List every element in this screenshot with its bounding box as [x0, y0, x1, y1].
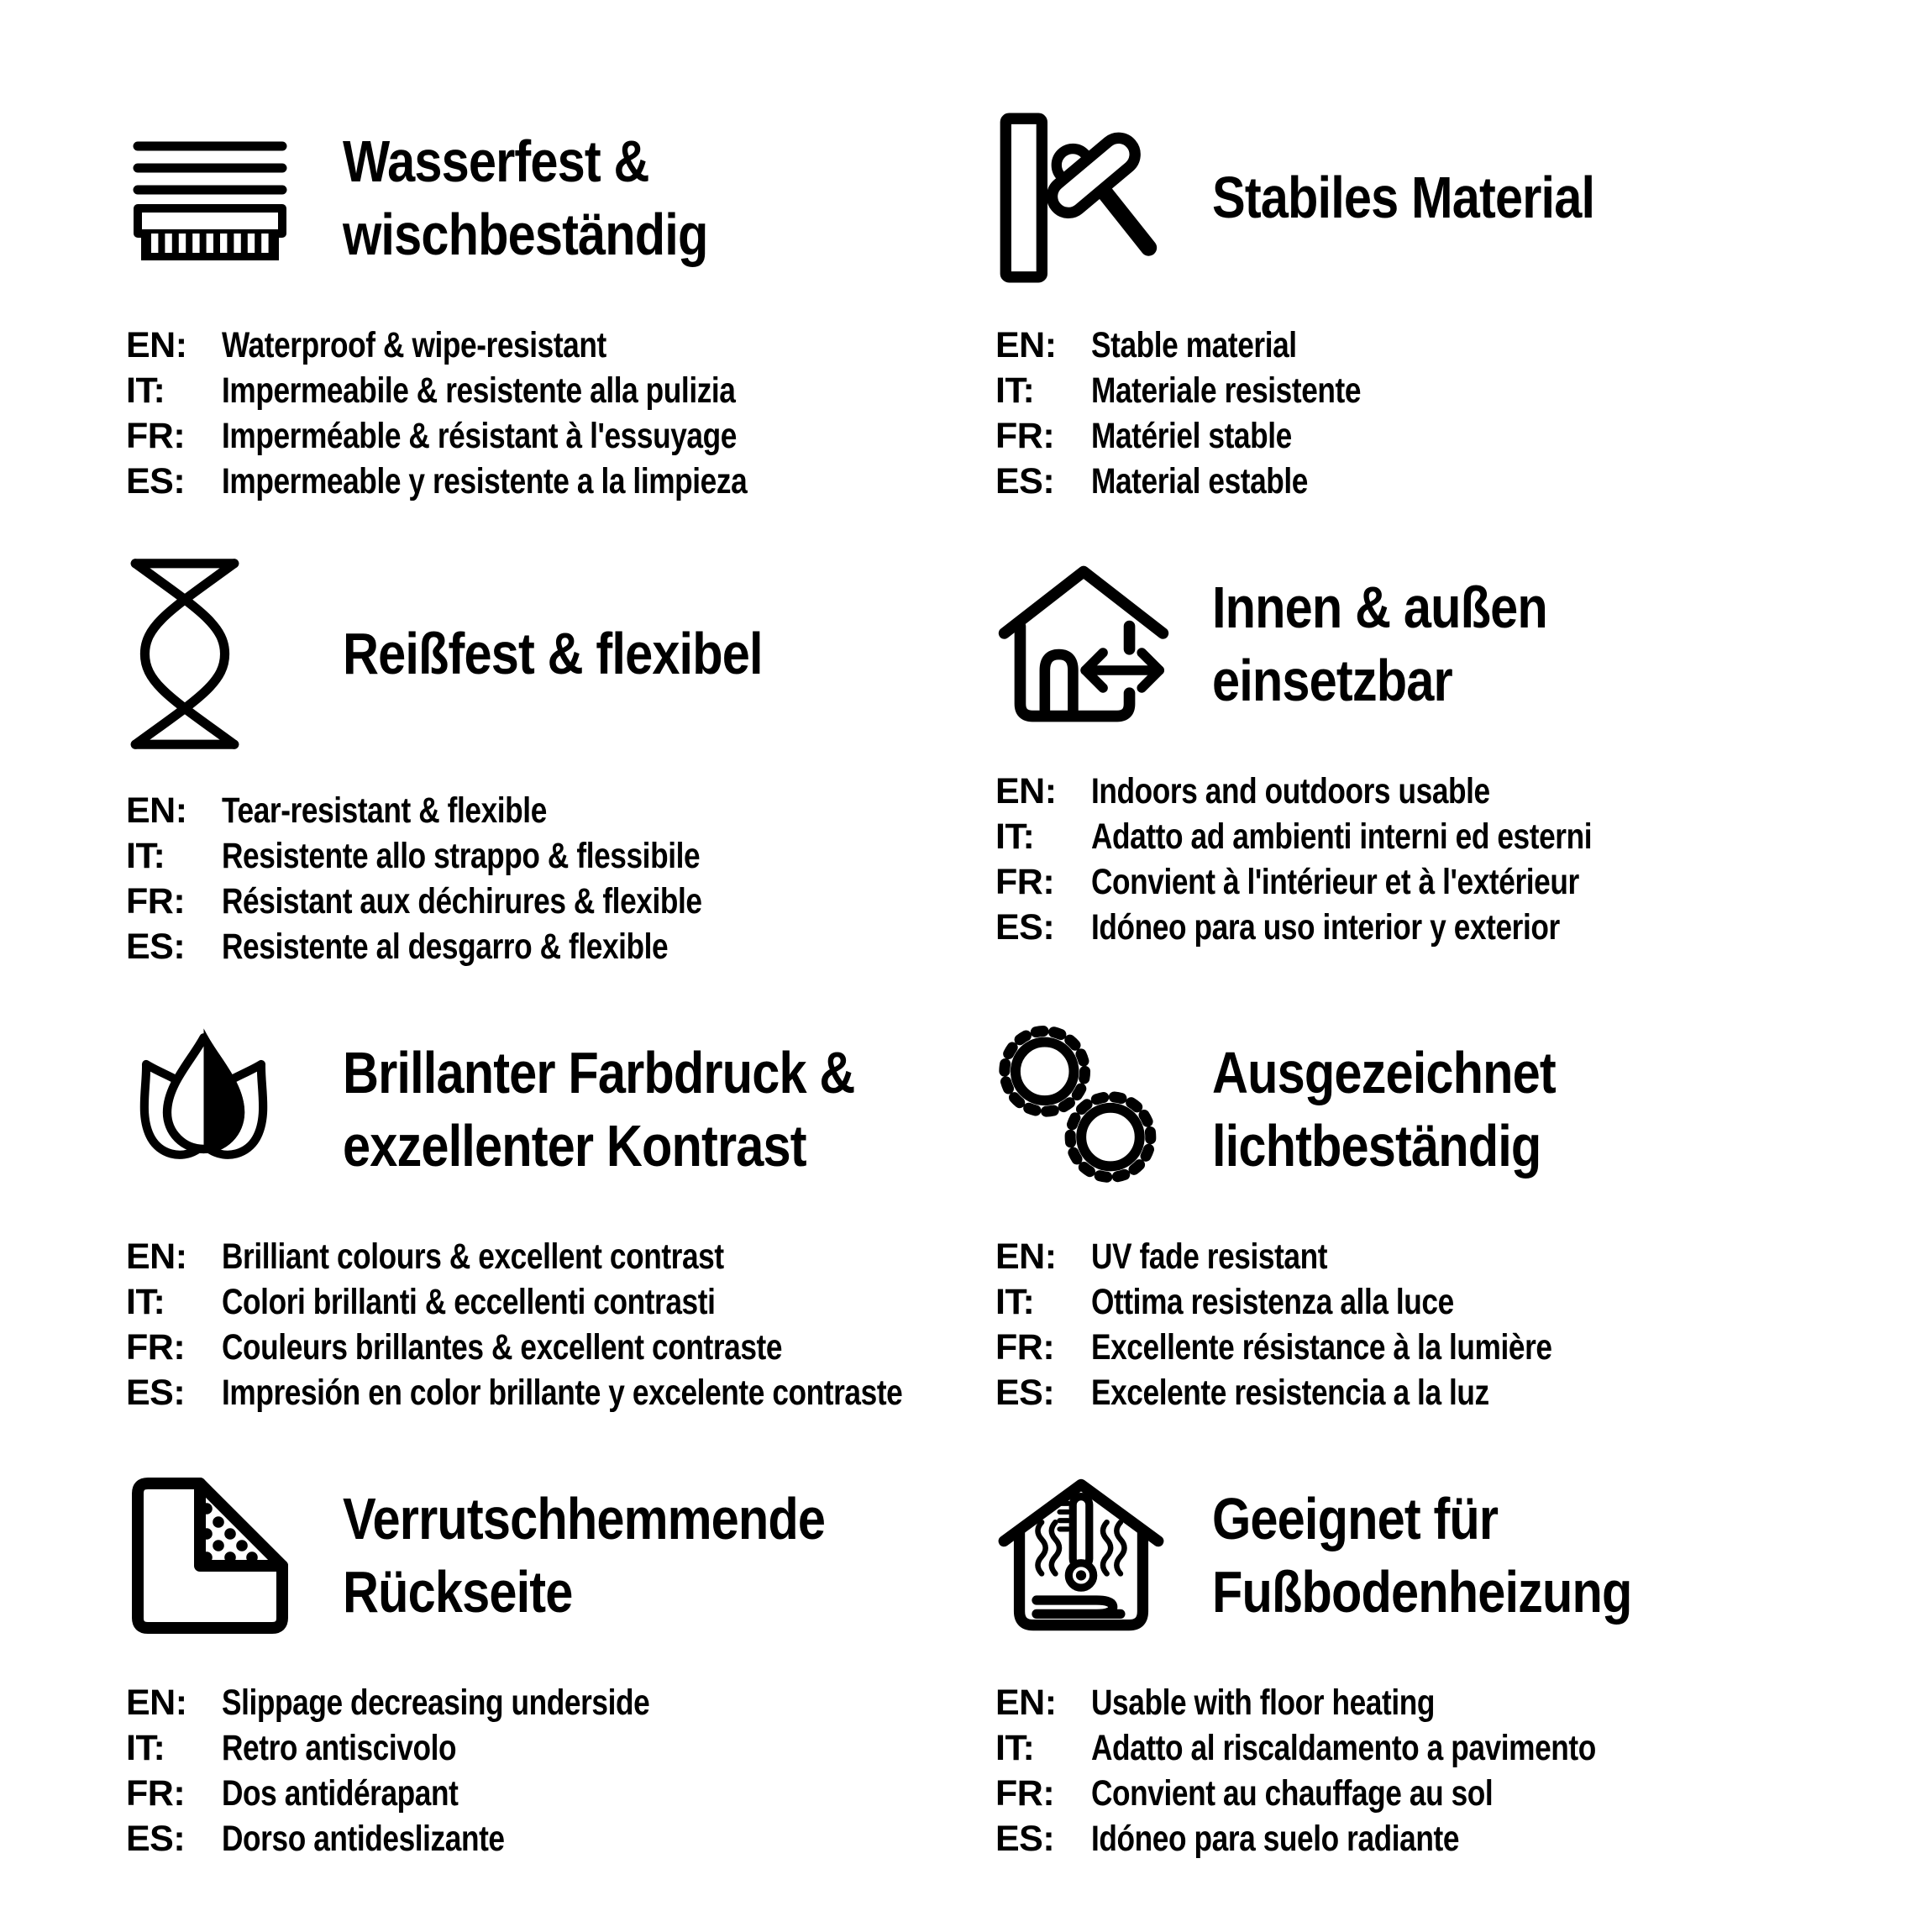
translation-text: Impermeabile & resistente alla pulizia: [222, 370, 736, 411]
lang-label: FR:: [995, 1327, 1055, 1368]
translation-row: [126, 1728, 953, 1773]
translation-text: Retro antiscivolo: [222, 1728, 457, 1768]
lang-label: IT:: [126, 1282, 165, 1322]
feature-section-anti-slip: [126, 1465, 953, 1864]
translation-list: [995, 1236, 1823, 1418]
translation-row: [995, 416, 1823, 461]
translation-list: [126, 790, 953, 972]
translation-text: Dos antidérapant: [222, 1773, 459, 1814]
feature-title: [343, 617, 763, 690]
feature-header: [995, 108, 1823, 288]
translation-text: Brilliant colours & excellent contrast: [222, 1236, 724, 1277]
title-line: Reißfest & flexibel: [343, 620, 763, 686]
translation-row: [126, 416, 953, 461]
stable-material-hammer-icon: [995, 112, 1173, 284]
translation-row: [126, 370, 953, 416]
translation-row: [126, 836, 953, 881]
translation-list: [126, 325, 953, 507]
title-line: Wasserfest &: [343, 128, 649, 194]
lang-label: IT:: [126, 1728, 165, 1768]
feature-title: [1212, 1483, 1632, 1629]
translation-text: Slippage decreasing underside: [222, 1683, 650, 1723]
translation-row: [126, 1773, 953, 1819]
translation-row: [126, 325, 953, 370]
lang-label: ES:: [995, 907, 1055, 948]
translation-text: Couleurs brillantes & excellent contraste: [222, 1327, 783, 1368]
translation-text: Convient à l'intérieur et à l'extérieur: [1091, 862, 1579, 902]
translation-row: [126, 881, 953, 927]
tear-resistant-twist-icon: [126, 555, 304, 753]
feature-header: [995, 1019, 1823, 1200]
lang-label: EN:: [126, 325, 187, 365]
translation-row: [995, 1819, 1823, 1864]
lang-label: FR:: [126, 881, 186, 921]
feature-section-floor-heating: [995, 1465, 1823, 1864]
title-line: wischbeständig: [343, 201, 708, 267]
lang-label: EN:: [126, 1683, 187, 1723]
translation-row: [995, 370, 1823, 416]
translation-text: Imperméable & résistant à l'essuyage: [222, 416, 737, 456]
title-line: Geeignet für: [1212, 1485, 1499, 1551]
translation-text: Material estable: [1091, 461, 1309, 501]
translation-row: [995, 771, 1823, 816]
feature-header: [126, 1019, 953, 1200]
translation-text: Excelente resistencia a la luz: [1091, 1373, 1489, 1413]
light-fastness-suns-icon: [995, 1026, 1173, 1194]
translation-text: Idóneo para suelo radiante: [1091, 1819, 1460, 1859]
translation-list: [995, 771, 1823, 953]
lang-label: ES:: [126, 1373, 186, 1413]
lang-label: ES:: [995, 1819, 1055, 1859]
lang-label: FR:: [126, 1773, 186, 1814]
anti-slip-underside-icon: [126, 1472, 304, 1640]
translation-text: Tear-resistant & flexible: [222, 790, 547, 831]
translation-row: [995, 1373, 1823, 1418]
translation-text: Matériel stable: [1091, 416, 1292, 456]
brilliant-colour-drops-icon: [126, 1026, 304, 1194]
translation-row: [995, 1327, 1823, 1373]
feature-header: [126, 554, 953, 753]
title-line: Rückseite: [343, 1558, 573, 1625]
lang-label: FR:: [126, 1327, 186, 1368]
translation-text: Materiale resistente: [1091, 370, 1362, 411]
lang-label: ES:: [126, 461, 186, 501]
feature-title: [1212, 571, 1547, 717]
translation-row: [126, 1373, 953, 1418]
feature-header: [995, 1465, 1823, 1646]
translation-text: Résistant aux déchirures & flexible: [222, 881, 702, 921]
translation-text: Impermeable y resistente a la limpieza: [222, 461, 748, 501]
title-line: Stabiles Material: [1212, 165, 1595, 231]
feature-title: [343, 1483, 825, 1629]
lang-label: EN:: [995, 1236, 1057, 1277]
translation-text: Colori brillanti & eccellenti contrasti: [222, 1282, 716, 1322]
translation-row: [126, 1282, 953, 1327]
translation-text: Adatto ad ambienti interni ed esterni: [1091, 816, 1593, 857]
lang-label: IT:: [126, 370, 165, 411]
translation-row: [126, 1683, 953, 1728]
lang-label: FR:: [995, 862, 1055, 902]
title-line: lichtbeständig: [1212, 1112, 1541, 1179]
feature-section-light-fastness: [995, 1019, 1823, 1418]
feature-title: [1212, 1037, 1556, 1183]
translation-text: Idóneo para uso interior y exterior: [1091, 907, 1560, 948]
lang-label: ES:: [995, 461, 1055, 501]
title-line: exzellenter Kontrast: [343, 1112, 806, 1179]
feature-header: [126, 108, 953, 288]
lang-label: ES:: [126, 1819, 186, 1859]
wipe-resistant-brush-icon: [126, 136, 304, 260]
translation-text: Ottima resistenza alla luce: [1091, 1282, 1454, 1322]
lang-label: EN:: [126, 1236, 187, 1277]
translation-text: Indoors and outdoors usable: [1091, 771, 1490, 811]
title-line: Ausgezeichnet: [1212, 1039, 1556, 1105]
title-line: Innen & außen: [1212, 574, 1547, 640]
translation-text: UV fade resistant: [1091, 1236, 1328, 1277]
feature-title: [1212, 161, 1594, 234]
translation-list: [995, 1683, 1823, 1864]
translation-text: Waterproof & wipe-resistant: [222, 325, 606, 365]
title-line: Fußbodenheizung: [1212, 1558, 1632, 1625]
translation-row: [126, 927, 953, 972]
translation-text: Stable material: [1091, 325, 1297, 365]
translation-text: Adatto al riscaldamento a pavimento: [1091, 1728, 1596, 1768]
lang-label: IT:: [126, 836, 165, 876]
translation-text: Excellente résistance à la lumière: [1091, 1327, 1552, 1368]
feature-section-brilliant-colours: [126, 1019, 953, 1418]
floor-heating-house-icon: [995, 1476, 1173, 1635]
translation-row: [126, 1236, 953, 1282]
translation-list: [126, 1236, 953, 1418]
translation-row: [995, 907, 1823, 953]
translation-text: Impresión en color brillante y excelente contraste: [222, 1373, 903, 1413]
lang-label: IT:: [995, 816, 1035, 857]
translation-row: [995, 816, 1823, 862]
indoor-outdoor-house-arrow-icon: [995, 563, 1173, 725]
lang-label: IT:: [995, 1728, 1035, 1768]
title-line: Brillanter Farbdruck &: [343, 1039, 855, 1105]
translation-text: Resistente allo strappo & flessibile: [222, 836, 701, 876]
lang-label: ES:: [995, 1373, 1055, 1413]
translation-row: [995, 1728, 1823, 1773]
lang-label: IT:: [995, 370, 1035, 411]
title-line: Verrutschhemmende: [343, 1485, 826, 1551]
lang-label: EN:: [995, 325, 1057, 365]
translation-row: [995, 1773, 1823, 1819]
feature-header: [995, 554, 1823, 734]
translation-text: Usable with floor heating: [1091, 1683, 1435, 1723]
feature-title: [343, 1037, 855, 1183]
lang-label: EN:: [995, 771, 1057, 811]
lang-label: IT:: [995, 1282, 1035, 1322]
translation-row: [126, 790, 953, 836]
feature-section-waterproof: [126, 108, 953, 507]
translation-row: [995, 1282, 1823, 1327]
feature-section-stable-material: [995, 108, 1823, 507]
feature-section-tear-resistant: [126, 554, 953, 972]
translation-row: [126, 461, 953, 507]
translation-row: [995, 325, 1823, 370]
feature-section-indoor-outdoor: [995, 554, 1823, 972]
translation-text: Dorso antideslizante: [222, 1819, 505, 1859]
lang-label: EN:: [995, 1683, 1057, 1723]
lang-label: ES:: [126, 927, 186, 967]
translation-list: [995, 325, 1823, 507]
translation-text: Resistente al desgarro & flexible: [222, 927, 669, 967]
translation-row: [995, 461, 1823, 507]
translation-text: Convient au chauffage au sol: [1091, 1773, 1494, 1814]
translation-row: [126, 1327, 953, 1373]
translation-list: [126, 1683, 953, 1864]
translation-row: [995, 1236, 1823, 1282]
title-line: einsetzbar: [1212, 647, 1452, 713]
feature-header: [126, 1465, 953, 1646]
translation-row: [995, 1683, 1823, 1728]
translation-row: [126, 1819, 953, 1864]
lang-label: FR:: [126, 416, 186, 456]
lang-label: FR:: [995, 416, 1055, 456]
feature-title: [343, 125, 707, 271]
lang-label: FR:: [995, 1773, 1055, 1814]
translation-row: [995, 862, 1823, 907]
lang-label: EN:: [126, 790, 187, 831]
